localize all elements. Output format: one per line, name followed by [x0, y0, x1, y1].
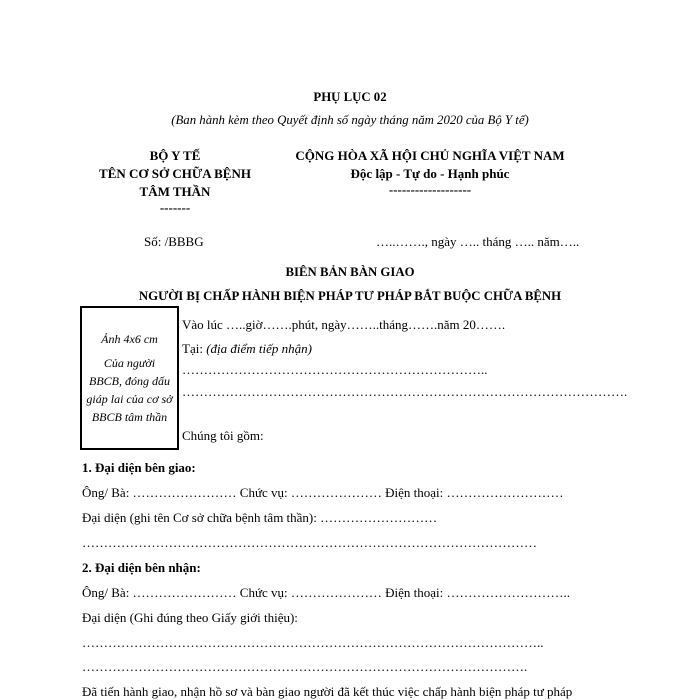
photo-label-line4: giáp lai của cơ sở — [86, 392, 173, 406]
section1-dots-line: …………………………………………………………………………………………… — [82, 535, 537, 550]
photo-label-line1: Ảnh 4x6 cm — [101, 332, 158, 346]
right-divider: ------------------- — [388, 182, 472, 197]
place-dots-line1: …………………………………………………………….. — [182, 362, 488, 377]
section2-rep-line: Đại diện (Ghi đúng theo Giấy giới thiệu): — [82, 610, 298, 625]
photo-label-line5: BBCB tâm thần — [91, 410, 168, 424]
document-title: BIÊN BẢN BÀN GIAO — [285, 265, 415, 279]
section2-dots-line1: …………………………………………………………………………………………….. — [82, 635, 544, 650]
date-line: …..……., ngày ….. tháng ….. năm….. — [376, 234, 580, 249]
section1-rep-line: Đại diện (ghi tên Cơ sở chữa bệnh tâm thần): ……………………… — [82, 510, 438, 525]
ministry-name: BỘ Y TẾ — [149, 148, 201, 163]
document-number: Số: /BBBG — [144, 234, 204, 249]
place-label: Tại: — [182, 341, 207, 356]
we-include-label: Chúng tôi gồm: — [182, 428, 264, 443]
photo-placeholder-box — [80, 306, 179, 450]
photo-label-line3: BBCB, đóng dấu — [89, 374, 170, 388]
time-line: Vào lúc …..giờ…….phút, ngày……..tháng…….năm 20……. — [182, 317, 506, 332]
document-subtitle: NGƯỜI BỊ CHẤP HÀNH BIỆN PHÁP TƯ PHÁP BẮT BUỘC CHỮA BỆNH — [138, 289, 562, 303]
section2-heading: 2. Đại diện bên nhận: — [82, 560, 201, 575]
place-dots-line2: …………………………………………………………………………………………. — [182, 384, 628, 399]
section2-closing-line: Đã tiến hành giao, nhận hồ sơ và bàn giao người đã kết thúc việc chấp hành biện pháp tư pháp — [82, 684, 573, 699]
left-divider: ------- — [159, 200, 191, 215]
section1-heading: 1. Đại diện bên giao: — [82, 460, 196, 475]
national-motto: Độc lập - Tự do - Hạnh phúc — [350, 166, 510, 181]
section2-dots-line2: …………………………………………………………………………………………. — [82, 659, 528, 674]
facility-name-line2: TÂM THẦN — [139, 184, 211, 199]
nation-name: CỘNG HÒA XÃ HỘI CHỦ NGHĨA VIỆT NAM — [295, 148, 565, 163]
section1-person-line: Ông/ Bà: …………………… Chức vụ: ………………… Điện thoại: ……………………… — [82, 485, 564, 500]
appendix-subtitle: (Ban hành kèm theo Quyết định số ngày tháng năm 2020 của Bộ Y tế) — [171, 113, 529, 127]
section2-person-line: Ông/ Bà: …………………… Chức vụ: ………………… Điện thoại: ……………………….. — [82, 585, 571, 600]
place-hint: (địa điểm tiếp nhận) — [206, 341, 312, 356]
facility-name-line1: TÊN CƠ SỞ CHỮA BỆNH — [99, 166, 251, 181]
place-line — [182, 341, 312, 357]
photo-label-line2: Của người — [103, 356, 156, 370]
appendix-title: PHỤ LỤC 02 — [313, 90, 387, 104]
